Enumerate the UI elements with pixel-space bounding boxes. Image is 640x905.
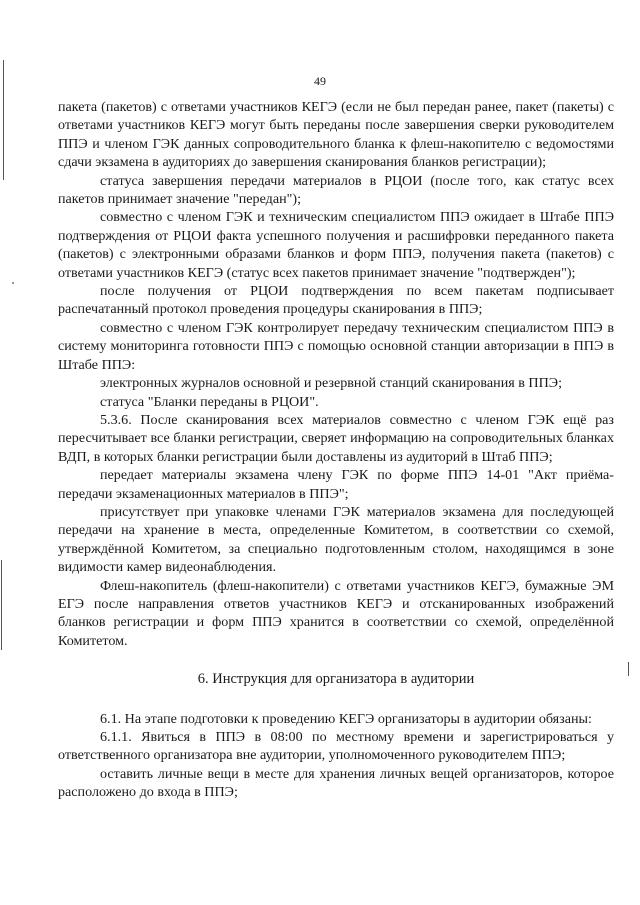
paragraph: 5.3.6. После сканирования всех материалов совместно с членом ГЭК ещё раз пересчитывает все бланки регистрации, сверяет информацию на сопроводительных бланках ВДП, в которых бланки регистрации были доставлены из аудиторий в Штаб ППЭ; <box>58 411 614 465</box>
paragraph: совместно с членом ГЭК контролирует передачу техническим специалистом ППЭ в систему мониторинга готовности ППЭ с помощью основной станции авторизации в ППЭ в Штабе ППЭ: <box>58 319 614 373</box>
paragraph: 6.1. На этапе подготовки к проведению КЕГЭ организаторы в аудитории обязаны: <box>100 710 592 727</box>
paragraph: 6.1.1. Явиться в ППЭ в 08:00 по местному времени и зарегистрироваться у ответственного организатора вне аудитории, уполномоченного руководителем ППЭ; <box>58 729 614 764</box>
paragraph: электронных журналов основной и резервной станций сканирования в ППЭ; <box>100 375 563 392</box>
paragraph: после получения от РЦОИ подтверждения по всем пакетам подписывает распечатанный протокол проведения процедуры сканирования в ППЭ; <box>58 283 614 318</box>
paragraph: передает материалы экзамена члену ГЭК по форме ППЭ 14-01 "Акт приёма-передачи экзаменационных материалов в ППЭ"; <box>58 467 614 502</box>
paragraph: статуса "Бланки переданы в РЦОИ". <box>100 393 319 410</box>
paragraph: статуса завершения передачи материалов в РЦОИ (после того, как статус всех пакетов принимает значение "передан"); <box>58 172 614 208</box>
document-body <box>58 98 614 802</box>
scan-edge-mark <box>1 560 2 650</box>
scan-edge-mark <box>628 662 629 676</box>
page-number: 49 <box>314 74 326 88</box>
paragraph: присутствует при упаковке членами ГЭК материалов экзамена для последующей передачи на хранение в места, определенные Комитетом, в соответствии со схемой, утверждённой Комитетом, за специально подготовленным столом, находящимся в зоне видимости камер видеонаблюдения. <box>58 503 614 576</box>
scan-dot <box>12 282 14 284</box>
paragraph: Флеш-накопитель (флеш-накопители) с ответами участников КЕГЭ, бумажные ЭМ ЕГЭ после направления ответов участников КЕГЭ и отсканированных изображений бланков регистрации и форм ППЭ хранится в соответствии со схемой, определённой Комитетом. <box>58 577 614 649</box>
section-heading: 6. Инструкция для организатора в аудитории <box>197 671 475 688</box>
paragraph: оставить личные вещи в месте для хранения личных вещей организаторов, которое расположено до входа в ППЭ; <box>58 765 614 801</box>
paragraph: совместно с членом ГЭК и техническим специалистом ППЭ ожидает в Штабе ППЭ подтверждения от РЦОИ факта успешного получения и расшифровки переданного пакета (пакетов) с электронными образами бланков и форм ППЭ, получения пакета (пакетов) с ответами участников КЕГЭ (статус всех пакетов принимает значение "подтвержден"); <box>58 209 614 281</box>
paragraph: пакета (пакетов) с ответами участников КЕГЭ (если не был передан ранее, пакет (пакеты) с ответами участников КЕГЭ могут быть переданы после завершения сверки руководителем ППЭ и членом ГЭК данных сопроводительного бланка к флеш-накопителю с ведомостями сдачи экзамена в аудиториях до завершения сканирования бланков регистрации); <box>58 99 614 171</box>
